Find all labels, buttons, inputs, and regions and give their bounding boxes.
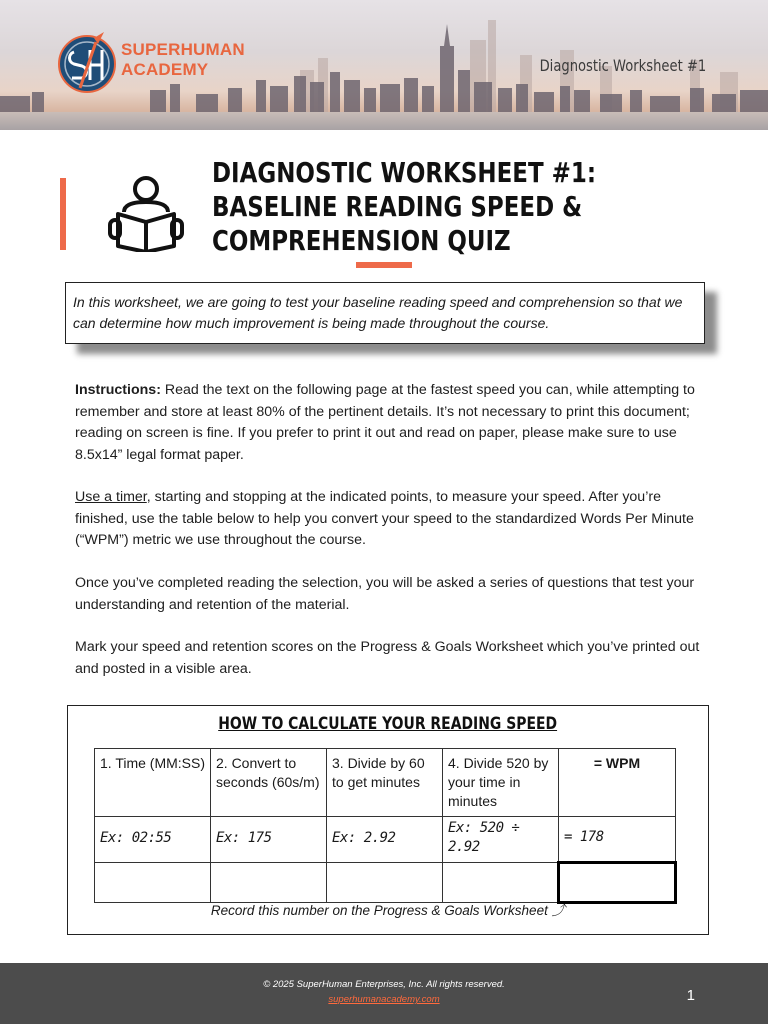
example-wpm: = 178 — [559, 817, 676, 863]
input-minutes[interactable] — [327, 863, 443, 903]
water-strip — [0, 112, 768, 130]
header-wpm: = WPM — [559, 749, 676, 817]
page-title — [212, 156, 597, 258]
table-input-row — [95, 863, 676, 903]
progress-paragraph: Mark your speed and retention scores on the Progress & Goals Worksheet which you’ve printed out and posted in a visible area. — [75, 639, 700, 677]
brand-name — [121, 40, 245, 80]
title-accent-bar — [60, 178, 66, 250]
copyright-text: © 2025 SuperHuman Enterprises, Inc. All rights reserved. — [263, 979, 505, 990]
title-underline — [356, 262, 412, 268]
title-line-2: BASELINE READING SPEED & — [212, 190, 583, 223]
header-worksheet-label: Diagnostic Worksheet #1 — [539, 56, 706, 75]
input-time[interactable] — [95, 863, 211, 903]
timer-paragraph — [75, 487, 705, 552]
questions-paragraph: Once you’ve completed reading the selection, you will be asked a series of questions that test your understanding and retention of the material. — [75, 575, 695, 613]
table-header-row — [95, 749, 676, 817]
website-link[interactable]: superhumanacademy.com — [328, 994, 440, 1005]
table-example-row — [95, 817, 676, 863]
example-divide: Ex: 520 ÷ 2.92 — [443, 817, 559, 863]
title-line-1: DIAGNOSTIC WORKSHEET #1: — [212, 156, 597, 189]
calculator-title: HOW TO CALCULATE YOUR READING SPEED — [218, 714, 558, 734]
page-number: 1 — [686, 987, 695, 1004]
brand-line-2: ACADEMY — [121, 60, 209, 79]
calculation-table — [94, 748, 677, 904]
instructions-text: Read the text on the following page at the fastest speed you can, while attempting to remember and store at least 80% of the pertinent details. It’s not necessary to print this document; reading on screen is fine. If you prefer to print it out and read on paper, please make sure to use 8.5x14” legal format paper. — [75, 382, 695, 463]
input-divide[interactable] — [443, 863, 559, 903]
superhuman-logo-icon — [56, 30, 118, 98]
reading-speed-calculator — [67, 705, 709, 935]
example-minutes: Ex: 2.92 — [327, 817, 443, 863]
header-seconds: 2. Convert to seconds (60s/m) — [211, 749, 327, 817]
example-time: Ex: 02:55 — [95, 817, 211, 863]
input-seconds[interactable] — [211, 863, 327, 903]
page-footer — [0, 963, 768, 1024]
header-banner — [0, 0, 768, 130]
reading-person-icon — [108, 176, 184, 252]
example-seconds: Ex: 175 — [211, 817, 327, 863]
timer-text: , starting and stopping at the indicated points, to measure your speed. After you’re finished, use the table below to help you convert your speed to the standardized Words Per Minute (“WPM”) metric we use throughout the course. — [75, 489, 694, 548]
use-timer-link[interactable]: Use a timer — [75, 489, 147, 505]
header-time: 1. Time (MM:SS) — [95, 749, 211, 817]
title-line-3: COMPREHENSION QUIZ — [212, 224, 511, 257]
instructions-label: Instructions: — [75, 382, 161, 398]
instructions-paragraph — [75, 380, 705, 466]
intro-box: In this worksheet, we are going to test your baseline reading speed and comprehension so that we can determine how much improvement is being made throughout the course. — [65, 282, 705, 344]
brand-line-1: SUPERHUMAN — [121, 40, 245, 59]
header-minutes: 3. Divide by 60 to get minutes — [327, 749, 443, 817]
input-wpm-answer[interactable] — [559, 863, 676, 903]
header-divide: 4. Divide 520 by your time in minutes — [443, 749, 559, 817]
record-note: Record this number on the Progress & Goals Worksheet ⤴ — [210, 903, 566, 918]
